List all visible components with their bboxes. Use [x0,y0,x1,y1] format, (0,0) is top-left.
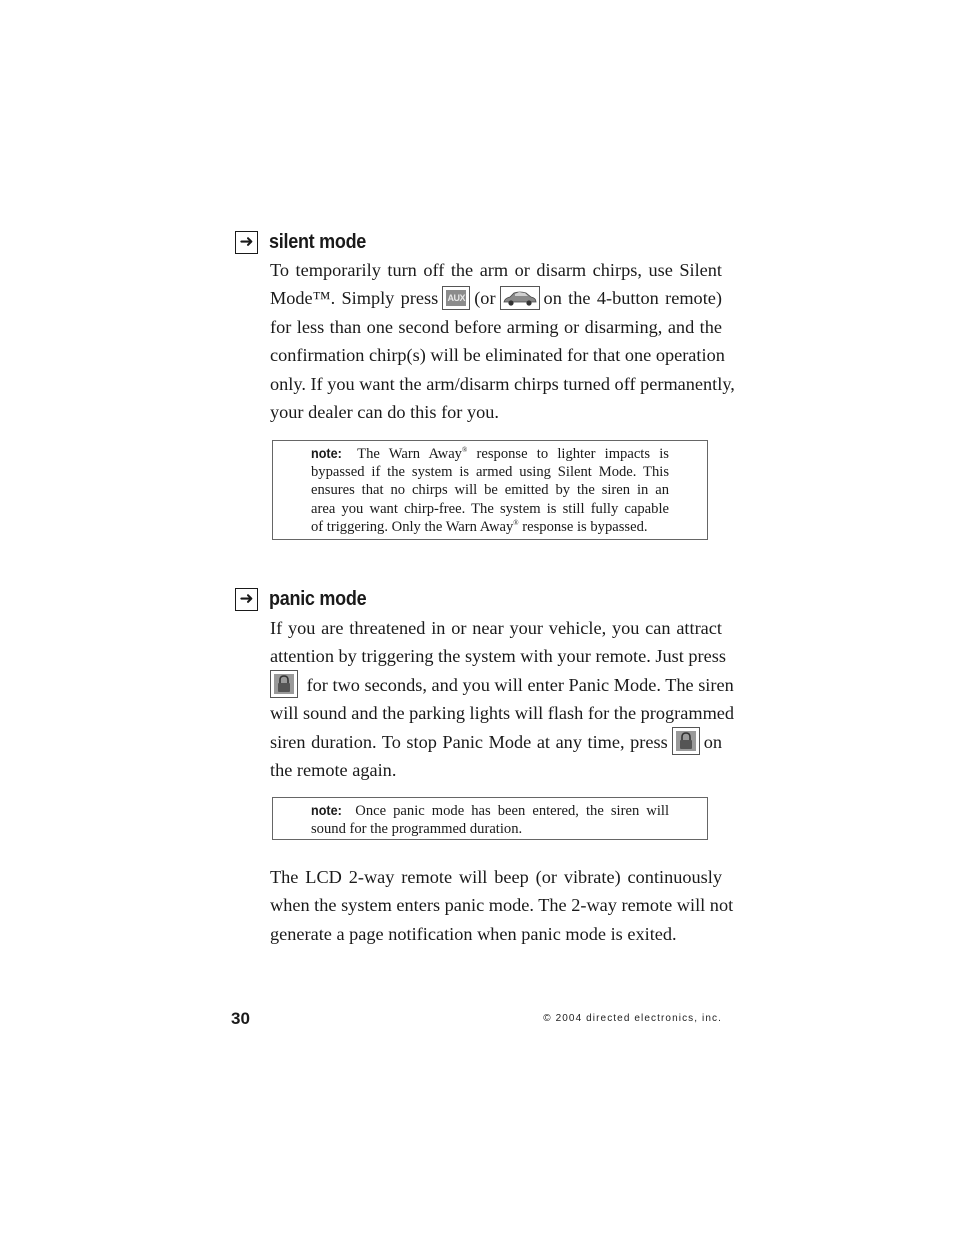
car-trunk-button-icon [500,286,540,310]
text-line: Mode™. Simply press AUX (or on the 4-button remote) [270,284,722,312]
silent-mode-note: note: The Warn Away® response to lighter impacts is bypassed if the system is armed using Silent Mode. This ensures that no chirps will be emitted by the siren in an area you want chirp-free. The system is still fully capable of triggering. Only the Warn Away® response is bypassed. [272,440,708,540]
text-line: for less than one second before arming or disarming, and the [270,316,722,337]
text-line: generate a page notification when panic mode is exited. [270,923,677,944]
silent-mode-heading [235,228,377,256]
panic-mode-title: panic mode [269,587,367,610]
text-line: when the system enters panic mode. The 2-way remote will not [270,895,734,916]
text-line: for two seconds, and you will enter Panic Mode. The siren [270,671,722,699]
text-line: The LCD 2-way remote will beep (or vibrate) continuously [270,867,722,887]
lcd-remote-paragraph [270,863,734,948]
silent-mode-title: silent mode [269,230,367,253]
panic-mode-note: note: Once panic mode has been entered, the siren will sound for the programmed duration. [272,797,708,840]
lock-button-icon [270,670,298,698]
panic-mode-heading [235,585,377,613]
text-line: your dealer can do this for you. [270,402,499,423]
aux-button-icon: AUX [442,286,470,310]
panic-mode-paragraph [270,614,735,784]
text-line: To temporarily turn off the arm or disarm chirps, use Silent [270,260,722,280]
arrow-icon: ➜ [235,588,258,611]
page-number: 30 [231,1009,250,1028]
text-line: siren duration. To stop Panic Mode at any time, press on [270,728,722,756]
text-line: will sound and the parking lights will flash for the programmed [270,703,735,724]
text-line: the remote again. [270,760,397,781]
copyright-notice: © 2004 directed electronics, inc. [543,1013,722,1024]
text-line: attention by triggering the system with your remote. Just press [270,646,726,667]
arrow-icon: ➜ [235,231,258,254]
lock-button-icon [672,727,700,755]
silent-mode-paragraph [270,256,735,426]
text-line: only. If you want the arm/disarm chirps turned off permanently, [270,373,735,394]
note-label: note: [311,802,342,818]
note-label: note: [311,445,342,461]
text-line: If you are threatened in or near your vehicle, you can attract [270,618,722,638]
text-line: confirmation chirp(s) will be eliminated for that one operation [270,345,725,366]
